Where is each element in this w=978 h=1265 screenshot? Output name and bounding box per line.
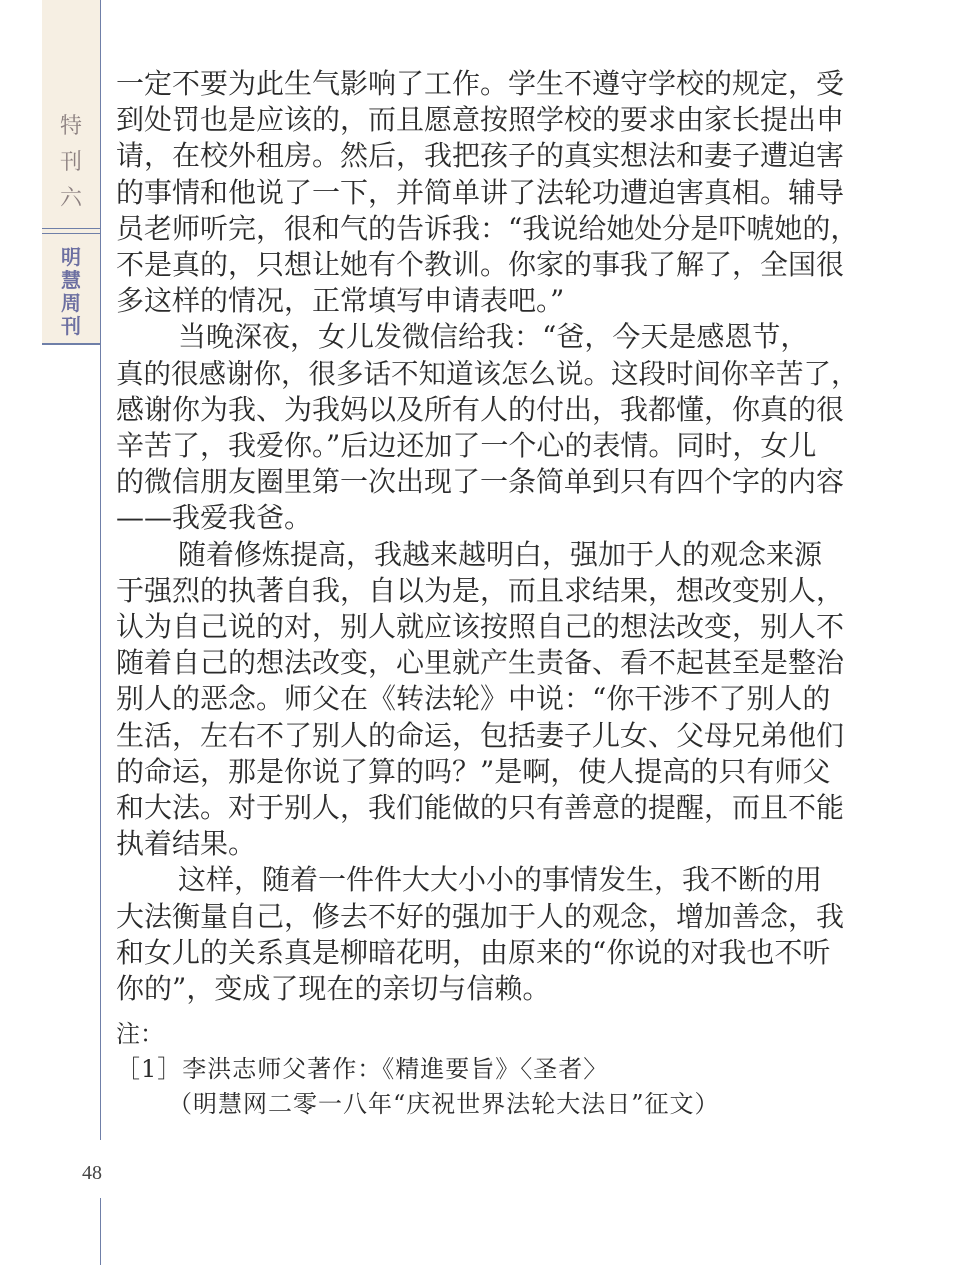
text-line: 的命运，那是你说了算的吗？”是啊，使人提高的只有师父 [116, 754, 831, 788]
margin-rule-lower [100, 1198, 101, 1265]
article-body [116, 66, 864, 1122]
text-line: 认为自己说的对，别人就应该按照自己的想法改变，别人不 [116, 610, 845, 644]
text-line: 于强烈的执著自我，自以为是，而且求结果，想改变别人， [116, 573, 845, 607]
text-line: 和女儿的关系真是柳暗花明，由原来的“你说的对我也不听 [116, 935, 831, 969]
text-line: 这样，随着一件件大大小小的事情发生，我不断的用 [178, 863, 823, 897]
text-line: 你的”，变成了现在的亲切与信赖。 [116, 972, 551, 1006]
section-label-char: 六 [59, 186, 82, 211]
closing-caption: （明慧网二零一八年“庆祝世界法轮大法日”征文） [168, 1090, 720, 1119]
footnote-reference: ［1］李洪志师父著作：《精進要旨》〈圣者〉 [116, 1055, 609, 1084]
text-line: 一定不要为此生气影响了工作。学生不遵守学校的规定，受 [116, 67, 845, 100]
magazine-label-char: 刊 [61, 314, 81, 338]
magazine-label-char: 明 [61, 245, 81, 269]
text-line: 辛苦了，我爱你。”后边还加了一个心的表情。同时，女儿 [116, 429, 817, 463]
section-label-char: 刊 [59, 150, 82, 175]
note-label: 注： [116, 1020, 164, 1049]
text-line: 到处罚也是应该的，而且愿意按照学校的要求由家长提出申 [116, 103, 845, 137]
text-line: 请，在校外租房。然后，我把孩子的真实想法和妻子遭迫害 [116, 139, 845, 173]
text-line: 生活，左右不了别人的命运，包括妻子儿女、父母兄弟他们 [116, 718, 845, 752]
text-line: 大法衡量自己，修去不好的强加于人的观念，增加善念，我 [116, 899, 845, 933]
text-line: 别人的恶念。师父在《转法轮》中说：“你干涉不了别人的 [116, 682, 831, 716]
text-line: 的微信朋友圈里第一次出现了一条简单到只有四个字的内容 [116, 465, 845, 499]
text-line: 随着修炼提高，我越来越明白，强加于人的观念来源 [178, 537, 823, 571]
text-line: 不是真的，只想让她有个教训。你家的事我了解了，全国很 [116, 248, 845, 282]
body-lines [116, 66, 864, 1007]
text-line: 员老师听完，很和气的告诉我：“我说给她处分是吓唬她的， [116, 211, 859, 245]
text-line: 真的很感谢你，很多话不知道该怎么说。这段时间你辛苦了， [116, 357, 859, 390]
tab-bottom-rule [42, 343, 100, 345]
tab-divider [42, 233, 100, 234]
tab-divider [42, 228, 100, 229]
text-line: 的事情和他说了一下，并简单讲了法轮功遭迫害真相。辅导 [116, 175, 845, 209]
magazine-label-char: 慧 [61, 268, 81, 292]
section-label-char: 特 [59, 114, 82, 139]
text-line: 感谢你为我、为我妈以及所有人的付出，我都懂，你真的很 [116, 392, 845, 426]
text-line: 随着自己的想法改变，心里就产生责备、看不起甚至是整治 [116, 646, 845, 680]
magazine-label-char: 周 [61, 291, 81, 315]
text-line: ——我爱我爸。 [116, 501, 313, 535]
text-line: 多这样的情况，正常填写申请表吧。” [116, 284, 565, 318]
margin-rule [100, 0, 101, 1140]
text-line: 当晚深夜，女儿发微信给我：“爸，今天是感恩节， [178, 320, 809, 354]
text-line: 执着结果。 [116, 827, 257, 861]
text-line: 和大法。对于别人，我们能做的只有善意的提醒，而且不能 [116, 791, 845, 825]
page-number: 48 [82, 1162, 102, 1184]
